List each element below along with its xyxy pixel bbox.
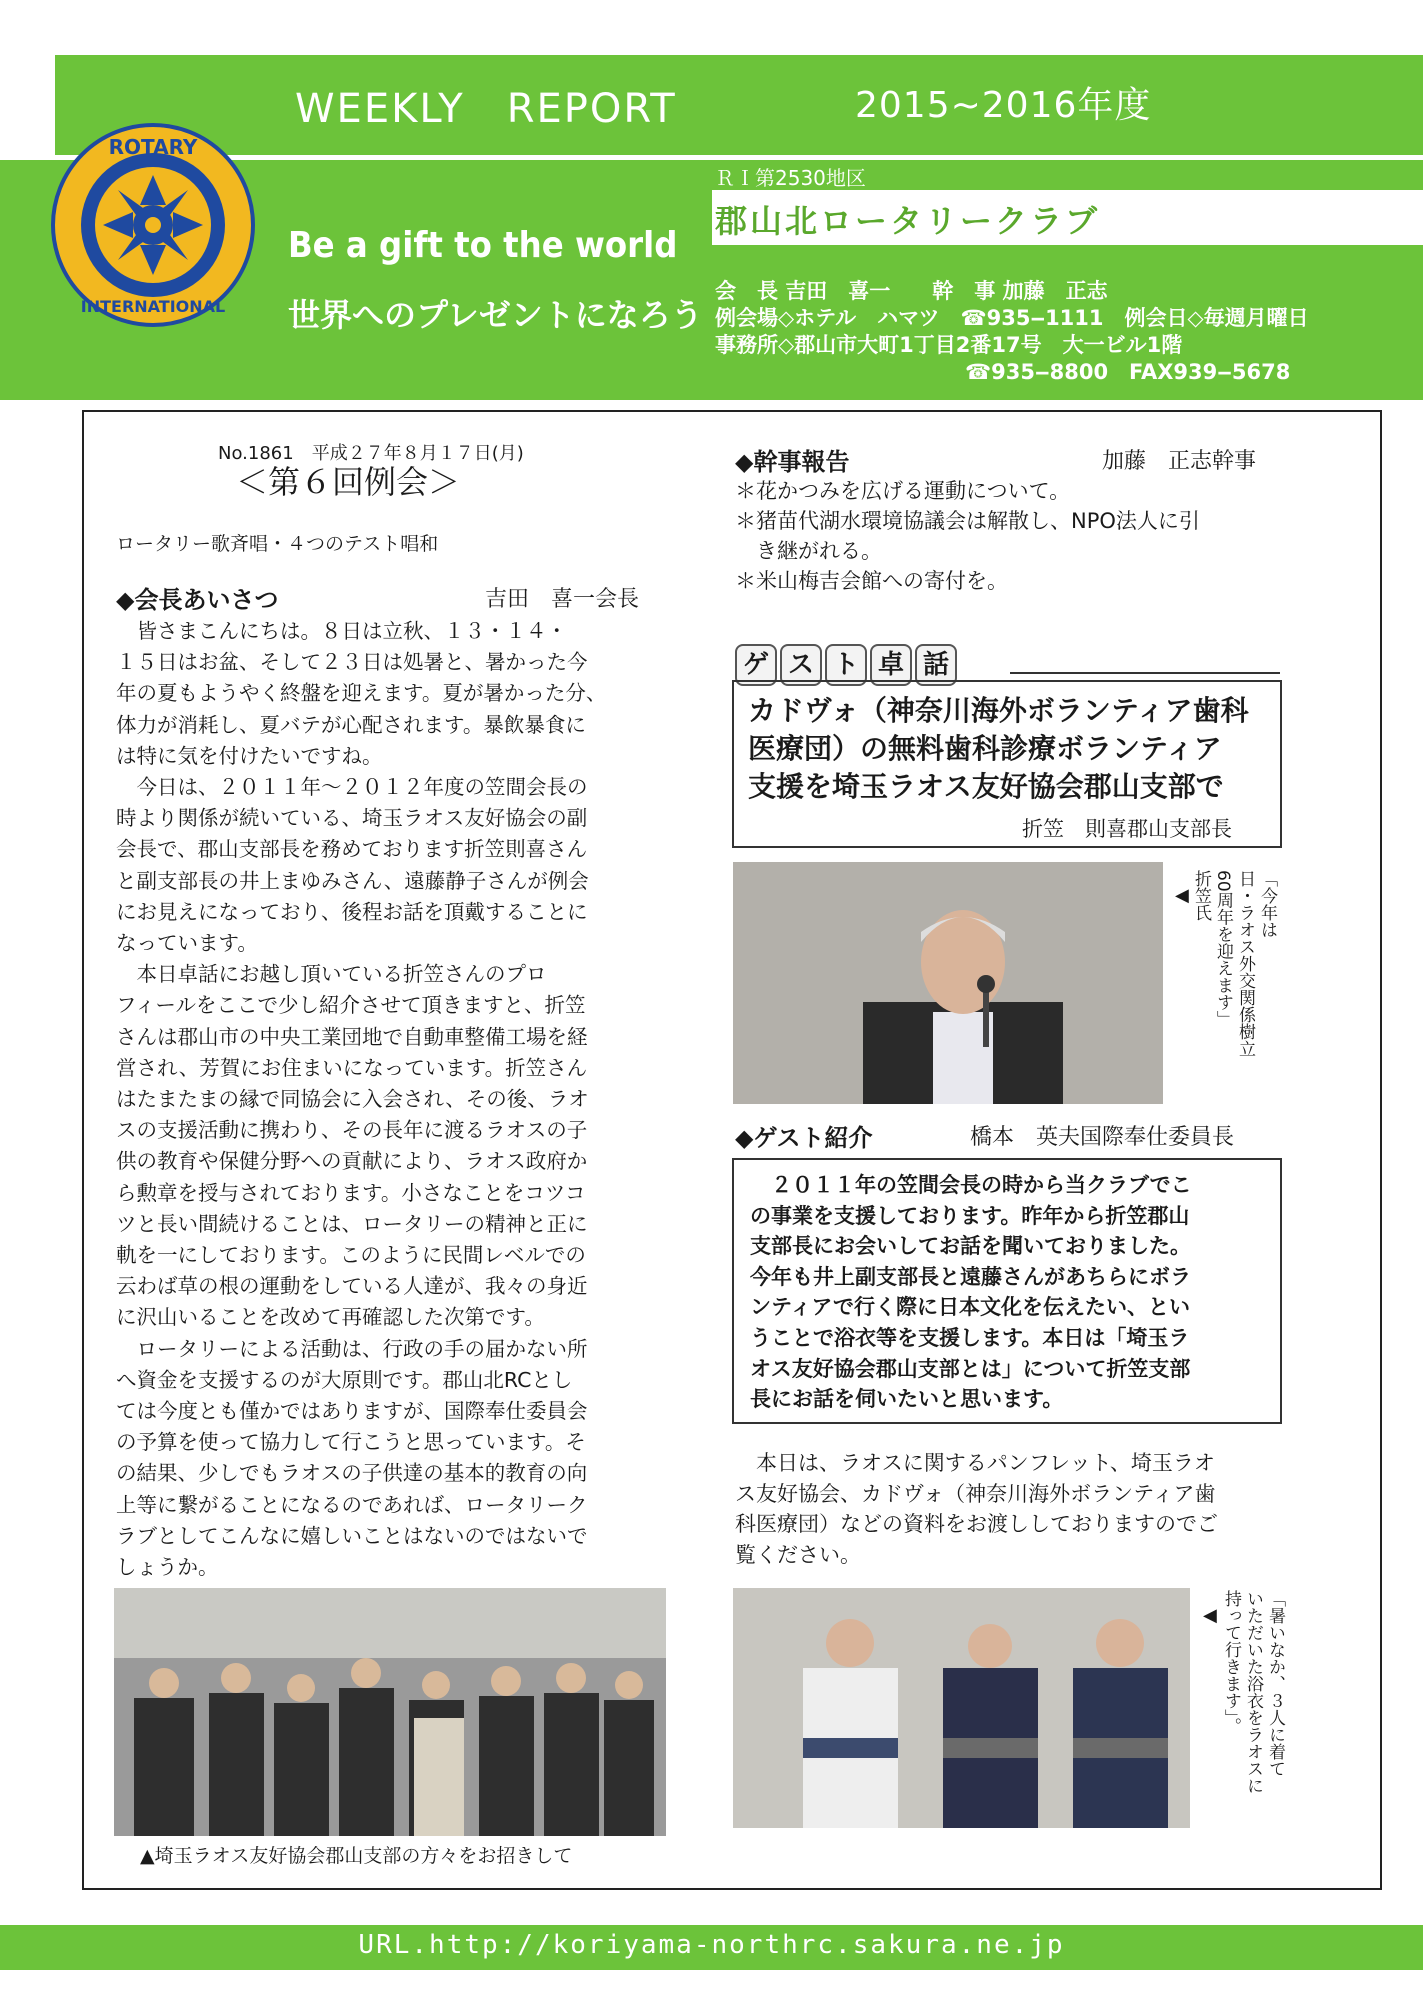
label-char: 卓 bbox=[870, 644, 912, 686]
rotary-logo-icon bbox=[48, 120, 258, 330]
group-photo bbox=[114, 1588, 666, 1836]
speaker-photo bbox=[733, 862, 1163, 1104]
district-label: ＲＩ第2530地区 bbox=[715, 166, 866, 190]
guest-intro-heading: ◆ゲスト紹介 bbox=[735, 1124, 873, 1152]
slogan-en: Be a gift to the world bbox=[288, 225, 678, 266]
officers-line: 会 長 吉田 喜一 幹 事 加藤 正志 bbox=[715, 279, 1108, 303]
secretary-heading: ◆幹事報告 bbox=[735, 448, 850, 476]
label-char: ト bbox=[825, 644, 867, 686]
meeting-number-date: No.1861 平成２７年８月１７日(月) bbox=[218, 443, 524, 464]
slogan-ja: 世界へのプレゼントになろう bbox=[288, 296, 703, 334]
report-year: 2015~2016年度 bbox=[855, 85, 1152, 126]
label-char: 話 bbox=[915, 644, 957, 686]
venue-line: 例会場◇ホテル ハマツ ☎935‒1111 例会日◇毎週月曜日 bbox=[715, 306, 1309, 330]
logo-text-top: ROTARY bbox=[108, 135, 198, 159]
secretary-report: ＊花かつみを広げる運動について。 ＊猪苗代湖水環境協議会は解散し、NPO法人に引 き継がれる。 ＊米山梅吉会館への寄付を。 bbox=[735, 479, 1200, 593]
logo-text-bottom: INTERNATIONAL bbox=[80, 297, 226, 316]
contact-line: ☎935‒8800 FAX939‒5678 bbox=[965, 360, 1291, 384]
label-char: ゲ bbox=[735, 644, 777, 686]
guest-intro-speaker: 橋本 英夫国際奉仕委員長 bbox=[970, 1125, 1235, 1150]
label-rule bbox=[1010, 672, 1280, 674]
club-url[interactable]: URL.http://koriyama-northrc.sakura.ne.jp bbox=[358, 1930, 1065, 1960]
label-char: ス bbox=[780, 644, 822, 686]
yukata-photo-image bbox=[733, 1588, 1190, 1828]
guest-intro-text: ２０１１年の笠間会長の時から当クラブでこ の事業を支援しております。昨年から折笠郡山 支部長にお会いしてお話を聞いておりました。 今年も井上副支部長と遠藤さんがあちらにボラ ンティアで行く際に日本文化を伝えたい、とい うことで浴衣等を支援します。本日は「埼玉ラ オス友好協会郡山支部とは」について折笠支部 長にお話を伺いたいと思います。 bbox=[750, 1173, 1192, 1412]
president-speaker: 吉田 喜一会長 bbox=[485, 587, 640, 612]
yukata-photo-marker: ◀ bbox=[1203, 1605, 1217, 1626]
meeting-title: ＜第６回例会＞ bbox=[236, 463, 461, 501]
guest-talk-speaker: 折笠 則喜郡山支部長 bbox=[1022, 817, 1232, 841]
speaker-photo-caption: 「今年は 日・ラオス外交関係樹立 60周年を迎えます」 折笠氏 bbox=[1191, 870, 1277, 1057]
president-heading: ◆会長あいさつ bbox=[116, 586, 279, 614]
group-photo-image bbox=[114, 1588, 666, 1836]
speaker-photo-image bbox=[733, 862, 1163, 1104]
club-name: 郡山北ロータリークラブ bbox=[715, 202, 1101, 240]
yukata-photo bbox=[733, 1588, 1190, 1828]
secretary-speaker: 加藤 正志幹事 bbox=[1102, 449, 1257, 474]
title-bar bbox=[55, 55, 1423, 155]
report-title: WEEKLY REPORT bbox=[295, 86, 677, 132]
yukata-photo-caption: 「暑いなか、３人に着て いただいた浴衣をラオスに 持って行きます」。 bbox=[1221, 1590, 1285, 1794]
guest-talk-title: カドヴォ（神奈川海外ボランティア歯科 医療団）の無料歯科診療ボランティア 支援を埼玉ラオス友好協会郡山支部で bbox=[748, 694, 1249, 803]
opening-ceremony: ロータリー歌斉唱・４つのテスト唱和 bbox=[116, 533, 439, 555]
speaker-photo-marker: ◀ bbox=[1175, 885, 1189, 906]
president-address: 皆さまこんにちは。８日は立秋、１３・１４・ １５日はお盆、そして２３日は処暑と、暑かった今 年の夏もようやく終盤を迎えます。夏が暑かった分、 体力が消耗し、夏バテが心配されます。暴飲暴食に は特に気を付けたいですね。 今日は、２０１１年～２０１２年度の笠間会長の 時より関係が続いている、埼玉ラオス友好協会の副 会長で、郡山支部長を務めております折笠則喜さん と副支部長の井上まゆみさん、遠藤静子さんが例会 にお見えになっており、後程お話を頂戴することに なっています。 本日卓話にお越し頂いている折笠さんのプロ フィールをここで少し紹介させて頂きますと、折笠 さんは郡山市の中央工業団地で自動車整備工場を経 営され、芳賀にお住まいになっています。折笠さん はたまたまの縁で同協会に入会され、その後、ラオ スの支援活動に携わり、その長年に渡るラオスの子 供の教育や保健分野への貢献により、ラオス政府か ら勲章を授与されております。小さなことをコツコ ツと長い間続けることは、ロータリーの精神と正に 軌を一にしております。このように民間レベルでの 云わば草の根の運動をしている人達が、我々の身近 に沢山いることを改めて再確認した次第です。 ロータリーによる活動は、行政の手の届かない所 へ資金を支援するのが大原則です。郡山北RCとし ては今度とも僅かではありますが、国際奉仕委員会 の予算を使って協力して行こうと思っています。そ の結果、少しでもラオスの子供達の基本的教育の向 上等に繋がることになるのであれば、ロータリーク ラブとしてこんなに嬉しいことはないのではないで しょうか。 bbox=[116, 619, 607, 1580]
office-line: 事務所◇郡山市大町1丁目2番17号 大一ビル1階 bbox=[715, 333, 1183, 357]
group-photo-caption: ▲埼玉ラオス友好協会郡山支部の方々をお招きして bbox=[140, 1845, 573, 1867]
materials-note: 本日は、ラオスに関するパンフレット、埼玉ラオ ス友好協会、カドヴォ（神奈川海外ボランティア歯 科医療団）などの資料をお渡ししておりますのでご 覧ください。 bbox=[735, 1451, 1218, 1567]
